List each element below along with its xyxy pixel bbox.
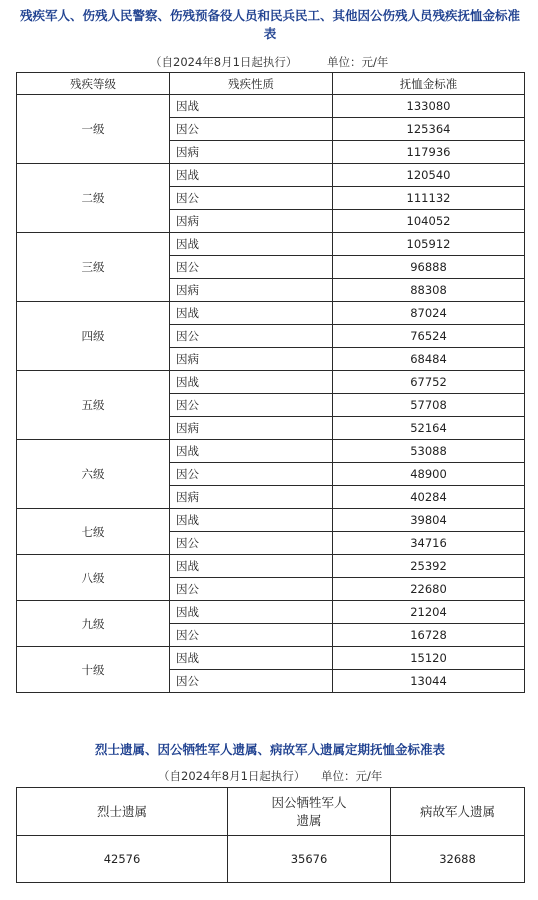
amount-cell: 15120: [333, 647, 525, 670]
level-cell: 二级: [17, 164, 170, 233]
nature-cell: 因战: [170, 233, 333, 256]
amount-cell: 48900: [333, 463, 525, 486]
level-cell: 四级: [17, 302, 170, 371]
nature-cell: 因战: [170, 95, 333, 118]
amount-cell: 87024: [333, 302, 525, 325]
level-cell: 五级: [17, 371, 170, 440]
header-cell-level: 残疾等级: [17, 73, 170, 95]
amount-cell: 52164: [333, 417, 525, 440]
amount-cell: 67752: [333, 371, 525, 394]
nature-cell: 因战: [170, 302, 333, 325]
nature-cell: 因病: [170, 417, 333, 440]
amount-cell: 53088: [333, 440, 525, 463]
amount-cell: 117936: [333, 141, 525, 164]
survivor-pension-table: [16, 787, 525, 883]
nature-cell: 因公: [170, 256, 333, 279]
level-cell: 九级: [17, 601, 170, 647]
amount-cell: 105912: [333, 233, 525, 256]
nature-cell: 因战: [170, 164, 333, 187]
header-cell-martyr: 烈士遗属: [17, 788, 228, 836]
table-row: [17, 371, 525, 394]
amount-cell: 34716: [333, 532, 525, 555]
level-cell: 八级: [17, 555, 170, 601]
table2-title: 烈士遗属、因公牺牲军人遗属、病故军人遗属定期抚恤金标准表: [94, 742, 445, 757]
nature-cell: 因公: [170, 325, 333, 348]
table-row: [17, 164, 525, 187]
amount-cell: 125364: [333, 118, 525, 141]
nature-cell: 因公: [170, 118, 333, 141]
level-cell: 六级: [17, 440, 170, 509]
header-cell-duty-death: 因公牺牲军人 遗属: [228, 788, 391, 836]
amount-cell: 22680: [333, 578, 525, 601]
amount-cell: 68484: [333, 348, 525, 371]
amount-cell: 39804: [333, 509, 525, 532]
header-cell-amount: 抚恤金标准: [333, 73, 525, 95]
level-cell: 七级: [17, 509, 170, 555]
amount-cell: 16728: [333, 624, 525, 647]
nature-cell: 因病: [170, 141, 333, 164]
amount-cell: 76524: [333, 325, 525, 348]
disability-pension-table: [16, 72, 525, 693]
amount-cell: 40284: [333, 486, 525, 509]
level-cell: 三级: [17, 233, 170, 302]
nature-cell: 因公: [170, 532, 333, 555]
nature-cell: 因公: [170, 578, 333, 601]
amount-cell: 57708: [333, 394, 525, 417]
table-row: [17, 509, 525, 532]
nature-cell: 因公: [170, 394, 333, 417]
table-row: [17, 601, 525, 624]
table1-subtitle: （自2024年8月1日起执行）: [150, 55, 298, 69]
table-row: [17, 95, 525, 118]
nature-cell: 因病: [170, 279, 333, 302]
table-row: [17, 302, 525, 325]
table-header-row: [17, 73, 525, 95]
level-cell: 十级: [17, 647, 170, 693]
nature-cell: 因病: [170, 486, 333, 509]
amount-cell: 25392: [333, 555, 525, 578]
table-row: [17, 647, 525, 670]
amount-cell: 133080: [333, 95, 525, 118]
nature-cell: 因病: [170, 210, 333, 233]
amount-cell: 13044: [333, 670, 525, 693]
nature-cell: 因公: [170, 187, 333, 210]
value-cell-duty-death: 35676: [228, 836, 391, 883]
table2-unit: 单位：元/年: [321, 769, 383, 783]
value-cell-illness-death: 32688: [391, 836, 525, 883]
nature-cell: 因公: [170, 624, 333, 647]
table-row: [17, 440, 525, 463]
amount-cell: 111132: [333, 187, 525, 210]
nature-cell: 因战: [170, 555, 333, 578]
table2-subtitle: （自2024年8月1日起执行）: [158, 769, 306, 783]
nature-cell: 因战: [170, 601, 333, 624]
nature-cell: 因战: [170, 647, 333, 670]
header-cell-illness-death: 病故军人遗属: [391, 788, 525, 836]
nature-cell: 因公: [170, 670, 333, 693]
level-cell: 一级: [17, 95, 170, 164]
nature-cell: 因战: [170, 509, 333, 532]
table-row: [17, 233, 525, 256]
nature-cell: 因战: [170, 371, 333, 394]
table-header-row: [17, 788, 525, 836]
header-cell-nature: 残疾性质: [170, 73, 333, 95]
table-row: [17, 555, 525, 578]
nature-cell: 因病: [170, 348, 333, 371]
table1-unit: 单位：元/年: [327, 55, 389, 69]
amount-cell: 104052: [333, 210, 525, 233]
table-row: [17, 836, 525, 883]
table1-title: 残疾军人、伤残人民警察、伤残预备役人员和民兵民工、其他因公伤残人员残疾抚恤金标准表: [19, 8, 520, 41]
amount-cell: 21204: [333, 601, 525, 624]
amount-cell: 88308: [333, 279, 525, 302]
amount-cell: 120540: [333, 164, 525, 187]
value-cell-martyr: 42576: [17, 836, 228, 883]
nature-cell: 因公: [170, 463, 333, 486]
amount-cell: 96888: [333, 256, 525, 279]
nature-cell: 因战: [170, 440, 333, 463]
